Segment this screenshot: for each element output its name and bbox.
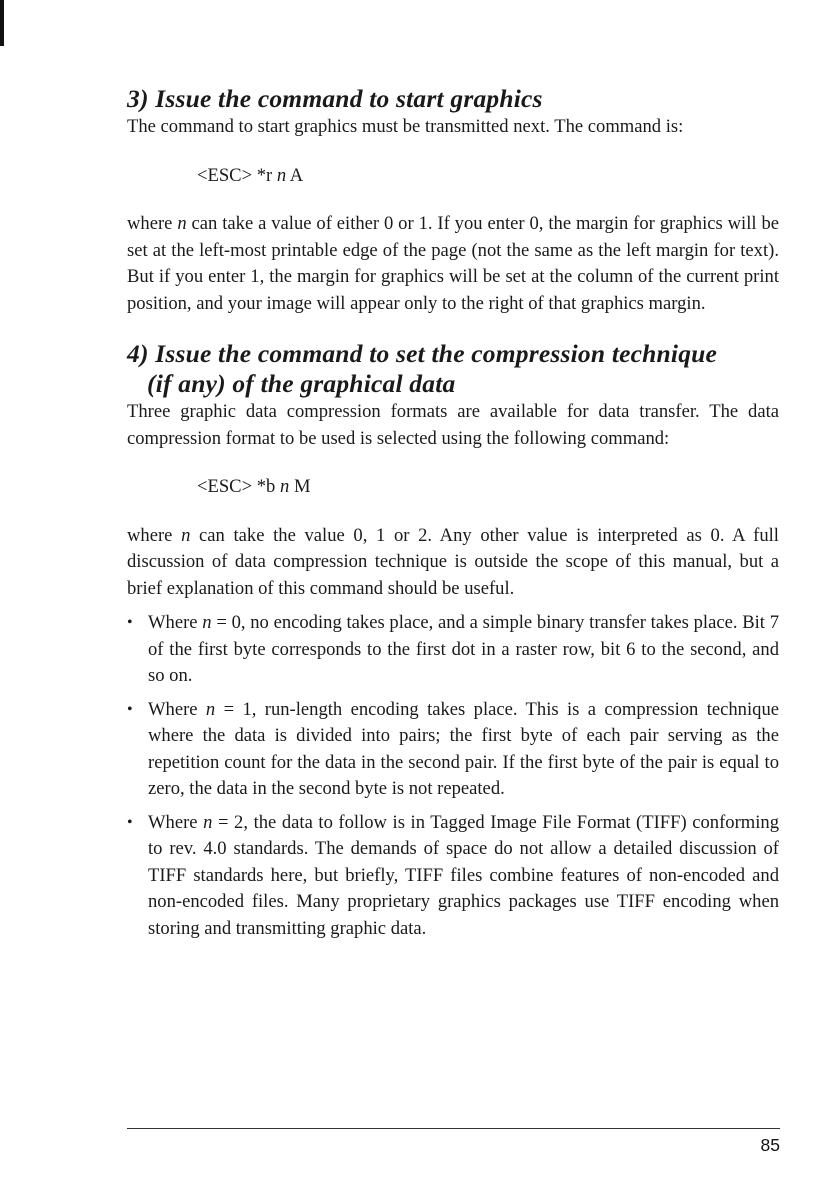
bullet-icon: • <box>127 614 133 631</box>
bullet-icon: • <box>127 700 133 718</box>
manual-page <box>127 84 779 949</box>
page-number: 85 <box>760 1135 780 1155</box>
section-3-intro: The command to start graphics must be transmitted next. The command is: <box>127 116 684 137</box>
body-lead: where <box>127 524 173 546</box>
compression-command <box>197 474 779 501</box>
section-3-heading: 3) Issue the command to start graphics <box>127 84 543 113</box>
command-suffix: M <box>293 476 311 497</box>
command-prefix: <ESC> *r <box>197 164 273 186</box>
bullet-icon: • <box>127 813 133 831</box>
section-4-heading-line1: 4) Issue the command to set the compression technique <box>127 339 718 368</box>
list-item: • Where n = 1, run-length encoding takes place. This is a compression technique where the data is divided into pairs; the first byte of each pair serving as the repetition count for the data in the second pair. If the first byte of the pair is equal to zero, the data in the second byte is not repeated. <box>127 698 779 799</box>
section-4-heading <box>127 339 779 399</box>
body-rest: can take a value of either 0 or 1. If you enter 0, the margin for graphics will be set at the left-most printable edge of the page (not the same as the left margin for text). But if you enter 1, the margin for graphics will be set at the column of the current print position, and your image will appear only to the right of that graphics margin. <box>127 213 779 314</box>
footer-divider <box>127 1128 780 1129</box>
section-4-body <box>127 523 779 603</box>
section-4-heading-line2: (if any) of the graphical data <box>147 369 456 398</box>
list-item: • Where n = 2, the data to follow is in Tagged Image File Format (TIFF) conforming to rev. 4.0 standards. The demands of space do not allow a detailed discussion of TIFF standards here, but briefly, TIFF files combine features of non-encoded and non-encoded files. Many proprietary graphics packages use TIFF encoding when storing and transmitting graphic data. <box>127 811 779 939</box>
scan-edge-mark <box>0 0 4 46</box>
section-4-intro: Three graphic data compression formats are available for data transfer. The data compression format to be used is selected using the following command: <box>127 401 779 449</box>
body-variable: n <box>181 524 191 546</box>
list-item: • Where n = 0, no encoding takes place, and a simple binary transfer takes place. Bit 7 of the first byte corresponds to the first dot in a raster row, bit 6 to the second, and so on. <box>127 612 780 686</box>
command-variable: n <box>276 164 287 186</box>
command-variable: n <box>279 476 290 497</box>
compression-options-list <box>127 610 779 942</box>
body-rest: can take the value 0, 1 or 2. Any other value is interpreted as 0. A full discussion of data compression technique is outside the scope of this manual, but a brief explanation of this command should be useful. <box>127 524 779 599</box>
start-graphics-command <box>197 163 779 190</box>
body-variable: n <box>177 213 187 234</box>
command-prefix: <ESC> *b <box>197 476 276 497</box>
command-suffix: A <box>289 164 304 186</box>
section-3-body <box>127 211 779 317</box>
body-lead: where <box>127 213 173 234</box>
